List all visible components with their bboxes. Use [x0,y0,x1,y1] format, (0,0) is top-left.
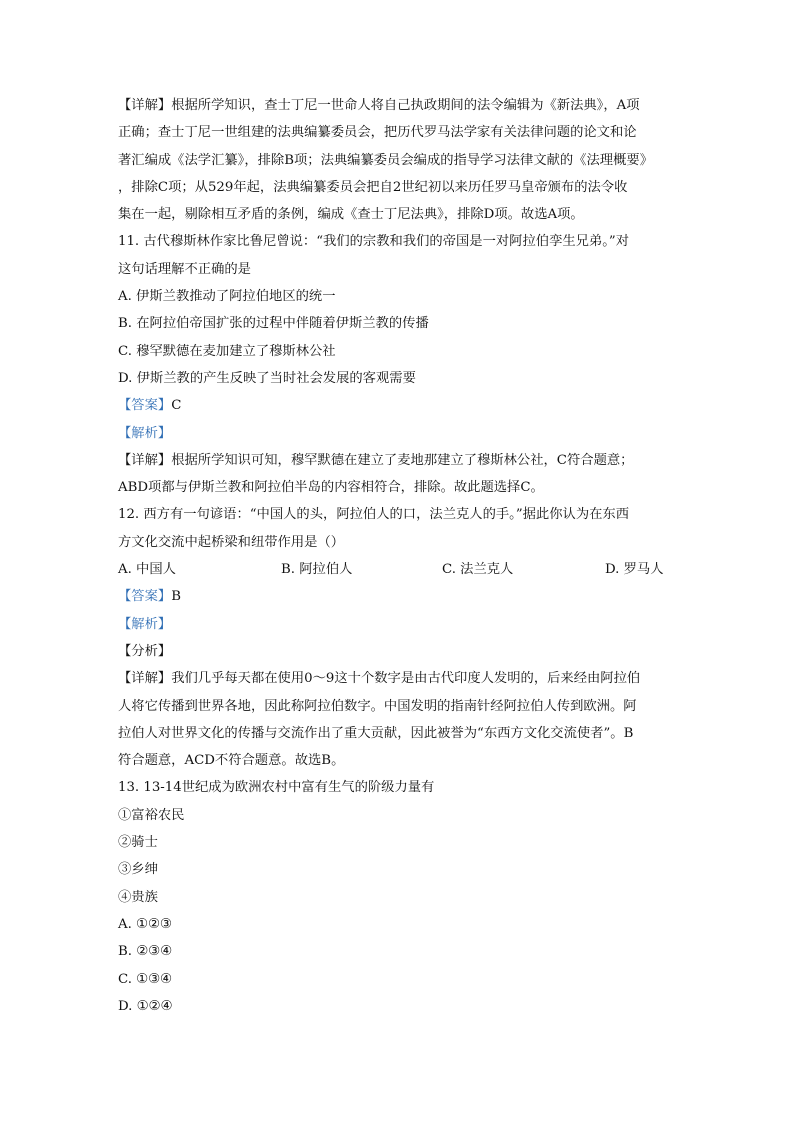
q12-option-c: C. 法兰克人 [442,562,514,578]
q10-detail-line-2: 正确；查士丁尼一世组建的法典编纂委员会，把历代罗马法学家有关法律问题的论文和论 [118,125,637,141]
q10-detail-line-3: 著汇编成《法学汇纂》，排除B项；法典编纂委员会编成的指导学习法律文献的《法理概要》 [118,152,653,168]
answer-value: C [171,398,182,414]
detail-text: 根据所学知识，查士丁尼一世命人将自己执政期间的法令编辑为《新法典》，A项 [171,98,640,113]
detail-tag: 【详解】 [118,671,172,687]
q12-option-a: A. 中国人 [118,562,176,578]
q11-stem-line-1: 11. 古代穆斯林作家比鲁尼曾说：“我们的宗教和我们的帝国是一对阿拉伯孪生兄弟。”对 [118,234,630,250]
q13-item-4: ④贵族 [118,889,158,905]
q12-analysis-tag: 【解析】 [118,616,172,632]
q11-option-d: D. 伊斯兰教的产生反映了当时社会发展的客观需要 [118,370,416,386]
q11-detail-line-1 [118,447,678,474]
q11-option-a: A. 伊斯兰教推动了阿拉伯地区的统一 [118,289,336,305]
q11-detail-line-2: ABD项都与伊斯兰教和阿拉伯半岛的内容相符合，排除。故此题选择C。 [118,480,544,496]
detail-text: 我们几乎每天都在使用0～9这十个数字是由古代印度人发明的，后来经由阿拉伯 [171,671,641,687]
q12-option-b: B. 阿拉伯人 [281,562,353,578]
answer-tag: 【答案】 [118,589,172,605]
q13-option-b: B. ②③④ [118,944,172,960]
q12-detail-line-3: 拉伯人对世界文化的传播与交流作出了重大贡献，因此被誉为“东西方文化交流使者”。B [118,725,634,741]
q11-option-c: C. 穆罕默德在麦加建立了穆斯林公社 [118,343,336,359]
q13-item-1: ①富裕农民 [118,807,185,823]
q11-stem-line-2: 这句话理解不正确的是 [118,261,251,277]
q12-options-row [118,556,678,583]
q13-option-d: D. ①②④ [118,998,173,1014]
q12-stem-line-2: 方文化交流中起桥梁和纽带作用是（） [118,534,345,550]
q11-analysis-tag: 【解析】 [118,425,172,441]
answer-tag: 【答案】 [118,398,172,414]
q10-detail-line-4: ，排除C项；从529年起，法典编纂委员会把自2世纪初以来历任罗马皇帝颁布的法令收 [118,179,628,195]
detail-text: 根据所学知识可知，穆罕默德在建立了麦地那建立了穆斯林公社，C符合题意； [171,452,634,468]
q12-answer [118,583,678,610]
q12-detail-line-1 [118,665,678,692]
q13-option-c: C. ①③④ [118,971,172,987]
detail-tag: 【详解】 [118,98,172,113]
q10-detail-line-5: 集在一起，剔除相互矛盾的条例，编成《查士丁尼法典》，排除D项。故选A项。 [118,207,584,223]
detail-tag: 【详解】 [118,452,172,468]
q12-stem-line-1: 12. 西方有一句谚语：“中国人的头，阿拉伯人的口，法兰克人的手。”据此你认为在东西 [118,507,630,523]
answer-value: B [171,589,181,605]
q13-option-a: A. ①②③ [118,916,172,932]
q13-item-2: ②骑士 [118,835,158,851]
q12-detail-line-4: 符合题意，ACD不符合题意。故选B。 [118,753,345,769]
q12-detail-line-2: 人将它传播到世界各地，因此称阿拉伯数字。中国发明的指南针经阿拉伯人传到欧洲。阿 [118,698,637,714]
q11-option-b: B. 在阿拉伯帝国扩张的过程中伴随着伊斯兰教的传播 [118,316,429,332]
q13-item-3: ③乡绅 [118,862,158,878]
q12-fenxi-tag: 【分析】 [118,643,172,659]
q10-detail-line-1 [118,92,678,119]
q13-stem: 13. 13-14世纪成为欧洲农村中富有生气的阶级力量有 [118,780,435,796]
q12-option-d: D. 罗马人 [605,562,664,578]
document-page [118,92,678,1020]
q11-answer [118,392,678,419]
